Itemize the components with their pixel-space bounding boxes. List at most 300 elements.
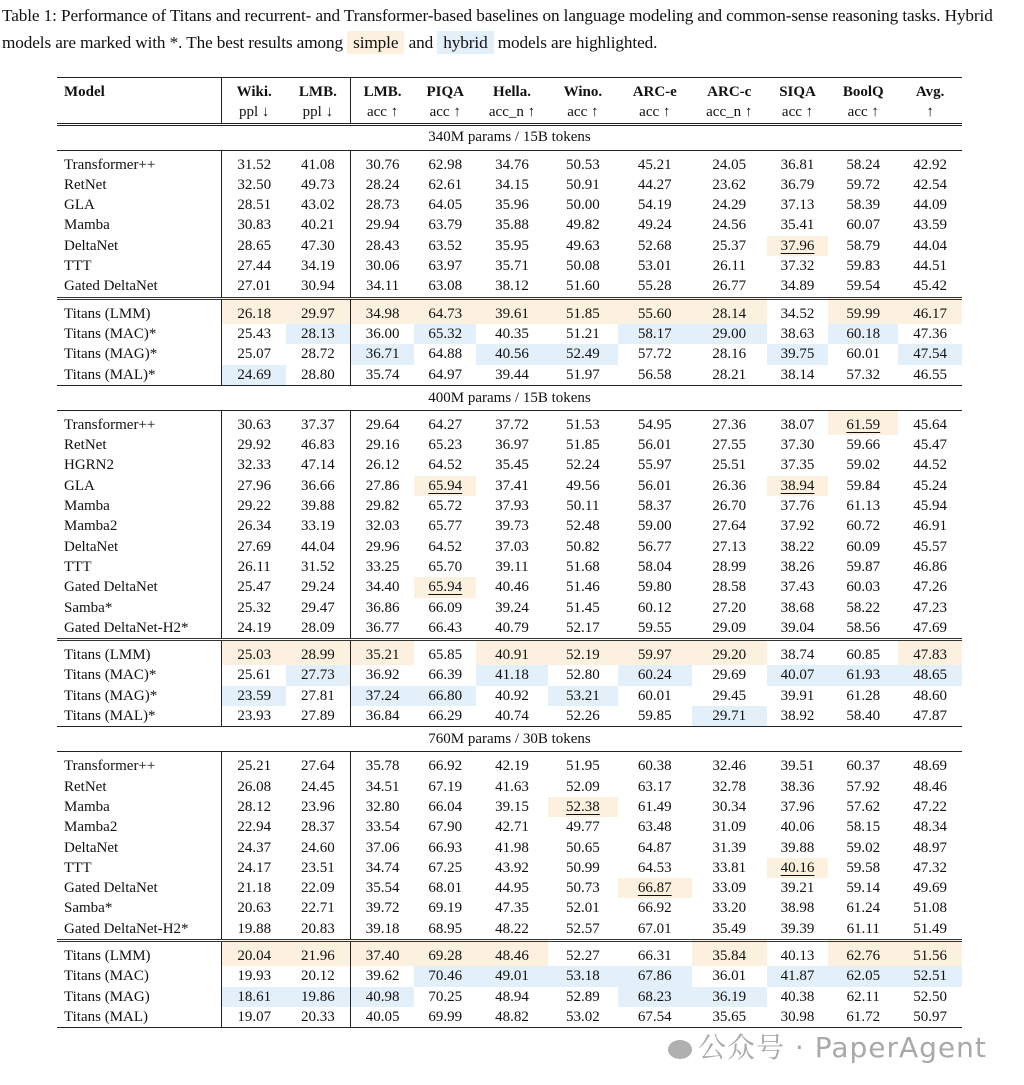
- metric-value: 40.98: [365, 988, 400, 1005]
- metric-cell: [898, 215, 962, 235]
- metric-cell: [286, 516, 350, 536]
- metric-cell: [767, 324, 829, 344]
- metric-value: 25.32: [237, 599, 272, 616]
- metric-cell: [414, 858, 476, 878]
- metric-cell: [618, 838, 692, 858]
- metric-cell: [286, 919, 350, 941]
- metric-value: 30.63: [237, 416, 272, 433]
- metric-cell: [692, 640, 767, 666]
- metric-value: 38.68: [780, 599, 815, 616]
- metric-cell: [350, 777, 414, 797]
- table-row: [57, 919, 962, 941]
- metric-value: 58.24: [846, 156, 881, 173]
- metric-cell: [618, 195, 692, 215]
- metric-value: 26.08: [237, 778, 272, 795]
- header-col: LMB.: [350, 78, 414, 103]
- metric-cell: [350, 878, 414, 898]
- group-header-row: [57, 124, 962, 150]
- metric-cell: [767, 777, 829, 797]
- metric-cell: [618, 256, 692, 276]
- metric-value: 45.94: [913, 498, 947, 515]
- metric-cell: [828, 940, 898, 966]
- metric-value: 41.63: [495, 778, 529, 795]
- metric-value: 52.27: [566, 947, 600, 964]
- model-name: TTT: [64, 558, 92, 575]
- metric-cell: [350, 858, 414, 878]
- metric-value: 39.04: [780, 619, 815, 636]
- metric-cell: [828, 1007, 898, 1028]
- metric-cell: [286, 665, 350, 685]
- metric-value: 65.72: [428, 498, 463, 515]
- metric-value: 35.74: [365, 366, 400, 383]
- metric-cell: [548, 797, 618, 817]
- model-name: Titans (LMM): [57, 298, 222, 324]
- metric-value: 29.16: [365, 437, 400, 454]
- metric-value: 48.46: [495, 947, 529, 964]
- metric-cell: [898, 276, 962, 298]
- metric-value: 51.97: [566, 366, 600, 383]
- metric-cell: [618, 455, 692, 475]
- group-title: 400M params / 15B tokens: [57, 385, 962, 410]
- metric-cell: [618, 236, 692, 256]
- metric-cell: [286, 256, 350, 276]
- metric-value: 35.54: [365, 880, 400, 897]
- metric-value: 67.01: [637, 920, 672, 937]
- metric-cell: [767, 577, 829, 597]
- metric-cell: [692, 276, 767, 298]
- metric-cell: [618, 496, 692, 516]
- table-row: [57, 324, 962, 344]
- metric-value: 50.82: [566, 538, 600, 555]
- metric-cell: [767, 215, 829, 235]
- metric-value: 63.52: [428, 237, 463, 254]
- metric-value: 60.01: [846, 346, 881, 363]
- metric-cell: [476, 1007, 548, 1028]
- metric-cell: [350, 640, 414, 666]
- metric-value: 47.69: [913, 619, 947, 636]
- header-metric: acc_n ↑: [692, 102, 767, 124]
- metric-cell: [767, 838, 829, 858]
- metric-value: 51.68: [566, 558, 600, 575]
- metric-value: 27.64: [712, 518, 747, 535]
- metric-cell: [414, 598, 476, 618]
- header-col: ARC-e: [618, 78, 692, 103]
- metric-cell: [898, 640, 962, 666]
- header-row: [57, 78, 962, 103]
- metric-cell: [222, 919, 286, 941]
- metric-cell: [767, 752, 829, 777]
- metric-cell: [692, 665, 767, 685]
- metric-value: 55.97: [637, 457, 672, 474]
- metric-value: 45.57: [913, 538, 947, 555]
- header-metric: acc ↑: [414, 102, 476, 124]
- metric-cell: [548, 706, 618, 727]
- metric-cell: [898, 777, 962, 797]
- metric-cell: [286, 476, 350, 496]
- metric-value: 52.57: [566, 920, 600, 937]
- metric-value: 53.18: [566, 968, 600, 985]
- metric-value: 37.35: [780, 457, 815, 474]
- header-metric: acc ↑: [548, 102, 618, 124]
- metric-value: 50.97: [913, 1008, 947, 1025]
- metric-value: 39.72: [365, 900, 400, 917]
- metric-cell: [767, 858, 829, 878]
- metric-value: 31.52: [237, 156, 272, 173]
- metric-cell: [548, 276, 618, 298]
- metric-value: 44.04: [301, 538, 335, 555]
- metric-value: 40.05: [365, 1008, 400, 1025]
- metric-value: 46.91: [913, 518, 947, 535]
- metric-cell: [414, 365, 476, 386]
- metric-cell: [286, 640, 350, 666]
- metric-value: 60.01: [637, 687, 672, 704]
- metric-value: 68.95: [428, 920, 463, 937]
- metric-value: 52.19: [566, 647, 600, 664]
- metric-cell: [350, 496, 414, 516]
- metric-cell: [692, 878, 767, 898]
- metric-value: 49.73: [301, 176, 335, 193]
- metric-cell: [548, 1007, 618, 1028]
- metric-cell: [618, 344, 692, 364]
- metric-value: 58.17: [637, 325, 672, 342]
- metric-cell: [692, 919, 767, 941]
- metric-value: 40.06: [780, 819, 815, 836]
- metric-cell: [692, 966, 767, 986]
- metric-cell: [222, 298, 286, 324]
- metric-value: 61.93: [846, 667, 881, 684]
- model-name: Titans (MAL)*: [57, 365, 222, 386]
- metric-value: 62.98: [428, 156, 463, 173]
- metric-value: 42.92: [913, 156, 947, 173]
- metric-cell: [286, 344, 350, 364]
- metric-cell: [222, 455, 286, 475]
- metric-value: 27.69: [237, 538, 272, 555]
- metric-cell: [767, 966, 829, 986]
- metric-value: 37.72: [495, 416, 529, 433]
- metric-cell: [476, 878, 548, 898]
- metric-value: 32.33: [237, 457, 272, 474]
- metric-value: 65.70: [428, 558, 463, 575]
- metric-cell: [476, 966, 548, 986]
- metric-cell: [414, 344, 476, 364]
- metric-value: 61.49: [637, 798, 672, 815]
- metric-value: 34.40: [365, 579, 400, 596]
- metric-cell: [286, 410, 350, 435]
- metric-value: 41.98: [495, 839, 529, 856]
- metric-value: 28.14: [712, 305, 747, 322]
- metric-value: 67.19: [428, 778, 463, 795]
- metric-cell: [350, 817, 414, 837]
- metric-cell: [350, 150, 414, 175]
- metric-value: 52.50: [913, 988, 947, 1005]
- metric-cell: [898, 496, 962, 516]
- metric-cell: [692, 618, 767, 640]
- metric-cell: [414, 537, 476, 557]
- metric-cell: [476, 516, 548, 536]
- metric-value: 61.59: [846, 416, 881, 433]
- metric-value: 62.11: [846, 988, 880, 1005]
- metric-value: 48.97: [913, 839, 947, 856]
- metric-cell: [767, 455, 829, 475]
- metric-cell: [476, 640, 548, 666]
- caption-text-end: models are highlighted.: [493, 33, 658, 52]
- metric-value: 40.56: [495, 346, 529, 363]
- metric-cell: [286, 496, 350, 516]
- metric-cell: [898, 966, 962, 986]
- model-name: HGRN2: [64, 457, 115, 474]
- metric-value: 66.39: [428, 667, 463, 684]
- metric-cell: [476, 175, 548, 195]
- table-row: [57, 817, 962, 837]
- metric-cell: [767, 236, 829, 256]
- metric-value: 33.81: [712, 859, 747, 876]
- table-row: [57, 940, 962, 966]
- metric-value: 49.56: [566, 477, 600, 494]
- table-row: [57, 150, 962, 175]
- metric-value: 48.82: [495, 1008, 529, 1025]
- metric-value: 29.22: [237, 498, 272, 515]
- metric-value: 59.02: [846, 457, 881, 474]
- header-metric: acc ↑: [828, 102, 898, 124]
- metric-value: 58.56: [846, 619, 881, 636]
- table-row: [57, 410, 962, 435]
- metric-value: 50.00: [566, 197, 600, 214]
- metric-value: 51.46: [566, 579, 600, 596]
- metric-value: 61.13: [846, 498, 881, 515]
- metric-cell: [618, 215, 692, 235]
- table-row: [57, 797, 962, 817]
- metric-cell: [222, 476, 286, 496]
- metric-cell: [767, 686, 829, 706]
- metric-value: 40.35: [495, 325, 529, 342]
- metric-value: 34.98: [365, 305, 400, 322]
- metric-value: 52.38: [566, 798, 600, 815]
- model-name: TTT: [64, 859, 92, 876]
- metric-value: 64.27: [428, 416, 463, 433]
- metric-value: 39.44: [495, 366, 529, 383]
- metric-cell: [414, 150, 476, 175]
- metric-value: 52.09: [566, 778, 600, 795]
- metric-value: 62.61: [428, 176, 463, 193]
- metric-value: 44.51: [913, 258, 947, 275]
- metric-value: 47.54: [913, 346, 947, 363]
- metric-value: 32.78: [712, 778, 747, 795]
- metric-cell: [350, 276, 414, 298]
- metric-value: 28.37: [301, 819, 335, 836]
- metric-cell: [692, 686, 767, 706]
- metric-cell: [222, 175, 286, 195]
- model-name: Gated DeltaNet: [64, 880, 158, 897]
- metric-cell: [286, 276, 350, 298]
- model-name: Transformer++: [64, 758, 156, 775]
- metric-cell: [898, 940, 962, 966]
- metric-cell: [476, 858, 548, 878]
- metric-value: 36.00: [365, 325, 400, 342]
- metric-value: 59.97: [637, 647, 672, 664]
- metric-value: 32.03: [365, 518, 400, 535]
- metric-cell: [286, 940, 350, 966]
- metric-value: 31.09: [712, 819, 747, 836]
- metric-cell: [767, 276, 829, 298]
- metric-value: 51.08: [913, 900, 947, 917]
- metric-value: 28.80: [301, 366, 335, 383]
- metric-cell: [828, 215, 898, 235]
- metric-cell: [692, 537, 767, 557]
- metric-cell: [692, 215, 767, 235]
- metric-cell: [828, 537, 898, 557]
- metric-cell: [898, 898, 962, 918]
- metric-value: 35.95: [495, 237, 529, 254]
- metric-cell: [476, 236, 548, 256]
- metric-value: 60.03: [846, 579, 881, 596]
- metric-cell: [767, 1007, 829, 1028]
- metric-value: 47.32: [913, 859, 947, 876]
- metric-cell: [692, 858, 767, 878]
- metric-cell: [767, 598, 829, 618]
- metric-cell: [350, 298, 414, 324]
- metric-cell: [828, 577, 898, 597]
- metric-cell: [286, 175, 350, 195]
- header-metric: acc ↑: [350, 102, 414, 124]
- metric-value: 28.58: [712, 579, 747, 596]
- metric-cell: [476, 455, 548, 475]
- metric-cell: [414, 298, 476, 324]
- metric-cell: [828, 195, 898, 215]
- metric-cell: [476, 838, 548, 858]
- metric-cell: [222, 1007, 286, 1028]
- table-row: [57, 435, 962, 455]
- metric-cell: [548, 665, 618, 685]
- metric-cell: [828, 344, 898, 364]
- metric-value: 29.64: [365, 416, 400, 433]
- metric-cell: [222, 236, 286, 256]
- metric-cell: [618, 150, 692, 175]
- metric-cell: [350, 898, 414, 918]
- metric-value: 36.86: [365, 599, 400, 616]
- metric-value: 66.92: [637, 900, 672, 917]
- metric-value: 25.21: [237, 758, 272, 775]
- metric-value: 23.96: [301, 798, 335, 815]
- metric-cell: [767, 706, 829, 727]
- metric-value: 30.94: [301, 278, 335, 295]
- metric-cell: [414, 455, 476, 475]
- metric-value: 28.72: [301, 346, 335, 363]
- metric-value: 69.19: [428, 900, 463, 917]
- header-metric: acc ↑: [767, 102, 829, 124]
- metric-value: 54.19: [637, 197, 672, 214]
- metric-cell: [828, 236, 898, 256]
- metric-value: 19.88: [237, 920, 272, 937]
- metric-cell: [548, 496, 618, 516]
- metric-value: 42.19: [495, 758, 529, 775]
- metric-value: 59.54: [846, 278, 881, 295]
- metric-value: 64.97: [428, 366, 463, 383]
- metric-value: 28.99: [712, 558, 747, 575]
- model-name: Titans (MAC)*: [64, 325, 157, 342]
- metric-cell: [618, 298, 692, 324]
- metric-cell: [828, 966, 898, 986]
- metric-cell: [898, 236, 962, 256]
- metric-value: 39.24: [495, 599, 529, 616]
- metric-value: 59.84: [846, 477, 881, 494]
- metric-value: 19.93: [237, 968, 272, 985]
- metric-cell: [286, 324, 350, 344]
- metric-value: 51.49: [913, 920, 947, 937]
- metric-value: 67.86: [637, 968, 672, 985]
- metric-cell: [414, 175, 476, 195]
- metric-cell: [828, 410, 898, 435]
- metric-cell: [692, 344, 767, 364]
- metric-cell: [548, 940, 618, 966]
- metric-value: 39.61: [495, 305, 529, 322]
- metric-value: 29.71: [712, 708, 747, 725]
- metric-cell: [898, 686, 962, 706]
- metric-cell: [548, 878, 618, 898]
- metric-cell: [476, 557, 548, 577]
- metric-value: 64.73: [428, 305, 463, 322]
- metric-cell: [692, 150, 767, 175]
- metric-value: 30.34: [712, 798, 747, 815]
- metric-value: 59.85: [637, 708, 672, 725]
- table-row: [57, 598, 962, 618]
- metric-cell: [828, 898, 898, 918]
- metric-value: 52.68: [637, 237, 672, 254]
- metric-cell: [286, 878, 350, 898]
- metric-cell: [767, 150, 829, 175]
- metric-cell: [548, 752, 618, 777]
- metric-value: 51.56: [913, 947, 947, 964]
- metric-value: 32.46: [712, 758, 747, 775]
- metric-cell: [898, 150, 962, 175]
- metric-cell: [767, 175, 829, 195]
- metric-value: 26.11: [237, 558, 271, 575]
- metric-value: 25.43: [237, 325, 272, 342]
- metric-cell: [350, 966, 414, 986]
- metric-value: 60.85: [846, 647, 881, 664]
- metric-value: 40.21: [301, 217, 335, 234]
- metric-value: 20.63: [237, 900, 272, 917]
- metric-cell: [692, 577, 767, 597]
- model-name: RetNet: [64, 778, 107, 795]
- metric-cell: [618, 665, 692, 685]
- metric-value: 25.61: [237, 667, 272, 684]
- metric-cell: [222, 797, 286, 817]
- metric-value: 29.20: [712, 647, 747, 664]
- metric-value: 53.01: [637, 258, 672, 275]
- metric-value: 45.21: [637, 156, 672, 173]
- table-row: [57, 496, 962, 516]
- metric-cell: [898, 435, 962, 455]
- metric-value: 27.86: [365, 477, 400, 494]
- metric-cell: [286, 537, 350, 557]
- metric-value: 40.92: [495, 687, 529, 704]
- metric-cell: [828, 618, 898, 640]
- model-name: DeltaNet: [64, 538, 119, 555]
- metric-value: 66.43: [428, 619, 463, 636]
- metric-value: 23.51: [301, 859, 335, 876]
- metric-cell: [618, 365, 692, 386]
- metric-value: 39.91: [780, 687, 815, 704]
- header-col: Hella.: [476, 78, 548, 103]
- metric-value: 20.12: [301, 968, 335, 985]
- metric-cell: [286, 195, 350, 215]
- metric-cell: [548, 838, 618, 858]
- metric-cell: [618, 618, 692, 640]
- metric-cell: [414, 665, 476, 685]
- metric-cell: [350, 577, 414, 597]
- metric-cell: [286, 455, 350, 475]
- metric-cell: [222, 410, 286, 435]
